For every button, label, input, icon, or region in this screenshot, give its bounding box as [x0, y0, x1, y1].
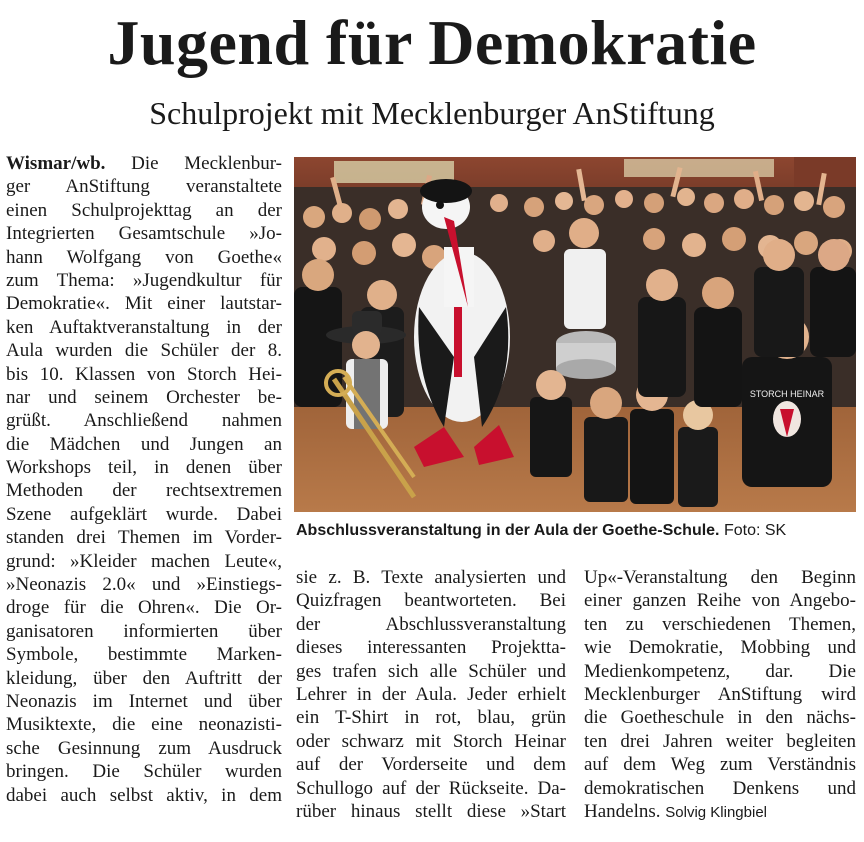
col3-line-2: einer ganzen Reihe von Angebo- — [584, 590, 856, 612]
col1-line-10: bis 10. Klassen von Storch Hei- — [6, 363, 282, 385]
photo-credit: Foto: SK — [723, 522, 787, 539]
col2-line-7: ein T-Shirt in rot, blau, grün — [296, 707, 566, 729]
col1-line-18: grund: »Kleider machen Leute«, — [6, 550, 282, 572]
col2-line-11: rüber hinaus stellt diese »Start — [296, 800, 566, 822]
col1-line-5: hann Wolfgang von Goethe« — [6, 246, 282, 268]
col2-line-10: Schullogo auf der Rückseite. Da- — [296, 777, 566, 799]
headline: Jugend für Demokratie — [107, 7, 757, 78]
col3-line-8: ten drei Jahren weiter begleiten — [584, 730, 856, 752]
col3-line-4: wie Demokratie, Mobbing und — [584, 637, 856, 659]
col1-line-12: grüßt. Anschließend nahmen — [6, 410, 282, 432]
col1-line-1: Die Mecklenbur- — [105, 153, 282, 174]
col1-line-26: sche Gesinnung zum Ausdruck — [6, 737, 282, 759]
col1-line-19: »Neonazis 2.0« und »Einstiegs- — [6, 574, 282, 596]
col3-line-5: Medienkompetenz, dar. Die — [584, 660, 856, 682]
col1-line-14: Workshops teil, in denen über — [6, 457, 282, 479]
col2-line-3: der Abschlussveranstaltung — [296, 613, 566, 635]
col1-line-15: Methoden der rechtsextremen — [6, 480, 282, 502]
col2-line-1: sie z. B. Texte analysierten und — [296, 567, 566, 588]
col1-line-13: die Mädchen und Jungen an — [6, 433, 282, 455]
col2-line-6: Lehrer in der Aula. Jeder erhielt — [296, 683, 566, 705]
col1-line-11: nar und seinem Orchester be- — [6, 386, 282, 408]
col1-line-9: Aula wurden die Schüler der 8. — [6, 340, 282, 362]
col2-line-8: oder schwarz mit Storch Heinar — [296, 730, 566, 752]
article-column-3 — [584, 566, 856, 842]
col2-line-2: Quizfragen beantworteten. Bei — [296, 590, 566, 612]
col1-line-8: ken Auftaktveranstaltung in der — [6, 316, 282, 338]
col1-line-21: ganisatoren informierten über — [6, 620, 282, 642]
col2-line-9: auf der Vorderseite und dem — [296, 754, 566, 776]
col3-line-3: ten zu verschiedenen Themen, — [584, 613, 856, 635]
photo-aula-crowd — [294, 157, 856, 512]
col2-line-5: ges trafen sich alle Schüler und — [296, 660, 566, 682]
col3-line-11: Handelns. — [584, 800, 661, 822]
subheadline: Schulprojekt mit Mecklenburger AnStiftung — [149, 95, 715, 131]
col1-line-16: Szene aufgeklärt wurde. Dabei — [6, 503, 282, 525]
col1-line-25: Musiktexte, die eine neonazisti- — [6, 714, 282, 736]
dateline: Wismar/wb. — [6, 153, 106, 174]
col1-line-27: bringen. Die Schüler wurden — [6, 761, 282, 783]
photo-caption — [296, 520, 858, 544]
author: Solvig Klingbiel — [665, 803, 767, 821]
col3-line-10: demokratischen Denkens und — [584, 777, 856, 799]
col1-line-4: Integrierten Gesamtschule »Jo- — [6, 223, 282, 245]
shirt-print-text: STORCH HEINAR — [749, 389, 825, 399]
col1-line-2: ger AnStiftung veranstaltete — [6, 176, 282, 198]
col1-line-28: dabei auch selbst aktiv, in dem — [6, 784, 282, 806]
col1-line-17: standen drei Themen im Vorder- — [6, 527, 282, 549]
col3-line-6: Mecklenburger AnStiftung wird — [584, 683, 856, 705]
article-column-1 — [6, 152, 282, 842]
col3-line-9: auf dem Weg zum Verständnis — [584, 754, 856, 776]
col1-line-24: Neonazis im Internet und über — [6, 690, 282, 712]
col1-line-22: Symbole, bestimmte Marken- — [6, 644, 282, 666]
col2-line-4: dieses interessanten Projektta- — [296, 637, 566, 659]
col3-line-1: Up«-Veranstaltung den Beginn — [584, 567, 856, 588]
col1-line-23: kleidung, über den Auftritt der — [6, 667, 282, 689]
col1-line-3: einen Schulprojekttag an der — [6, 199, 282, 221]
col3-line-7: die Goetheschule in den nächs- — [584, 707, 856, 729]
article-column-2 — [296, 566, 566, 842]
caption-text: Abschlussveranstaltung in der Aula der Goethe-Schule. — [296, 522, 720, 539]
col1-line-6: zum Thema: »Jugendkultur für — [6, 269, 282, 291]
photo-illustration — [294, 157, 856, 512]
col1-line-20: droge für die Ohren«. Die Or- — [6, 597, 282, 619]
col1-line-7: Demokratie«. Mit einer lautstar- — [6, 293, 282, 315]
